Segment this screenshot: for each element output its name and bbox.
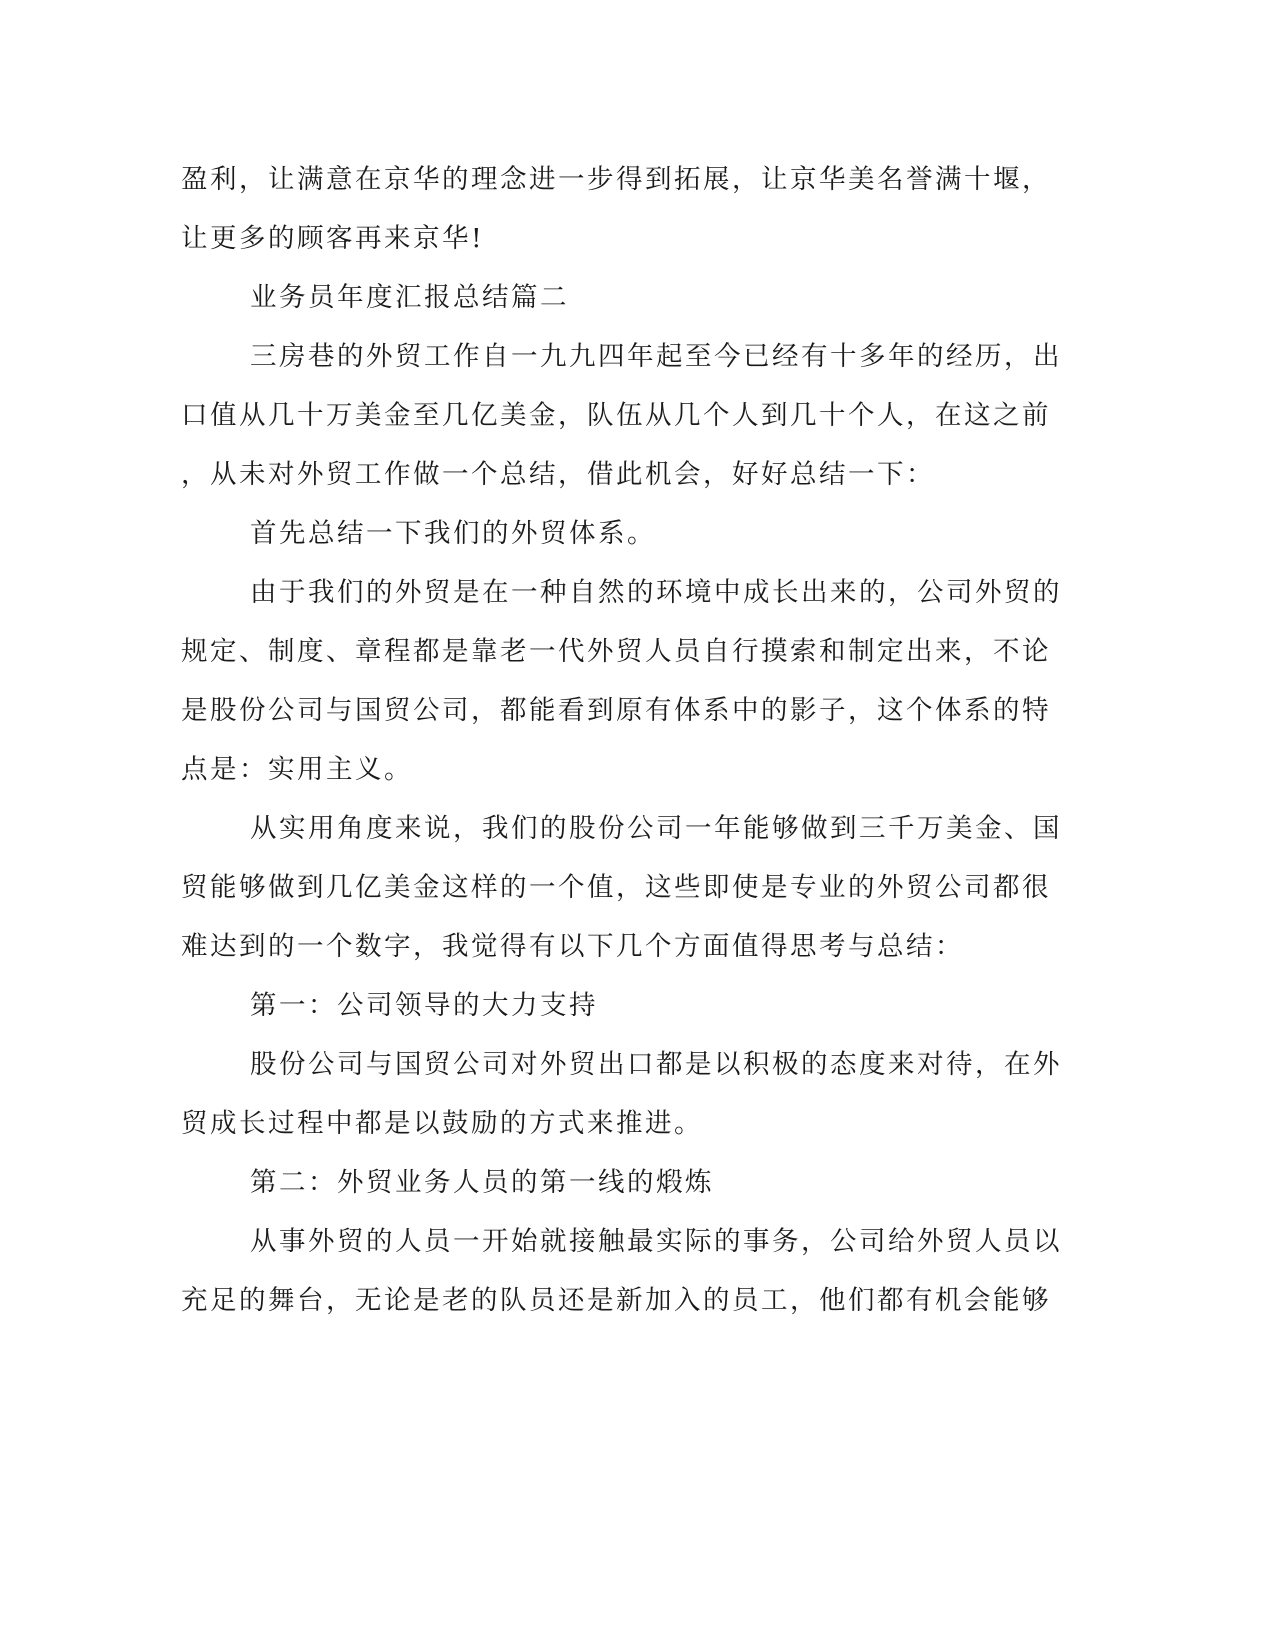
paragraph-start: 三房巷的外贸工作自一九九四年起至今已经有十多年的经历，出 (250, 341, 1062, 372)
text-line: 口值从几十万美金至几亿美金，队伍从几个人到几十个人，在这之前 (181, 400, 1051, 431)
paragraph-start: 从实用角度来说，我们的股份公司一年能够做到三千万美金、国 (250, 813, 1062, 844)
text-line: 难达到的一个数字，我觉得有以下几个方面值得思考与总结： (181, 931, 964, 962)
paragraph-start: 从事外贸的人员一开始就接触最实际的事务，公司给外贸人员以 (250, 1226, 1062, 1257)
subheading: 第二：外贸业务人员的第一线的煅炼 (250, 1167, 714, 1198)
text-line: 让更多的顾客再来京华! (181, 223, 485, 254)
text-line: 盈利，让满意在京华的理念进一步得到拓展，让京华美名誉满十堰， (181, 164, 1051, 195)
paragraph-start: 首先总结一下我们的外贸体系。 (250, 518, 656, 549)
paragraph-start: 由于我们的外贸是在一种自然的环境中成长出来的，公司外贸的 (250, 577, 1062, 608)
text-line: 贸能够做到几亿美金这样的一个值，这些即使是专业的外贸公司都很 (181, 872, 1051, 903)
section-heading: 业务员年度汇报总结篇二 (250, 282, 569, 313)
text-line: 点是：实用主义。 (181, 754, 413, 785)
text-line: 是股份公司与国贸公司，都能看到原有体系中的影子，这个体系的特 (181, 695, 1051, 726)
text-line: ，从未对外贸工作做一个总结，借此机会，好好总结一下： (181, 459, 935, 490)
text-line: 规定、制度、章程都是靠老一代外贸人员自行摸索和制定出来，不论 (181, 636, 1051, 667)
text-line: 贸成长过程中都是以鼓励的方式来推进。 (181, 1108, 703, 1139)
paragraph-start: 股份公司与国贸公司对外贸出口都是以积极的态度来对待，在外 (250, 1049, 1062, 1080)
subheading: 第一：公司领导的大力支持 (250, 990, 598, 1021)
text-line: 充足的舞台，无论是老的队员还是新加入的员工，他们都有机会能够 (181, 1285, 1051, 1316)
